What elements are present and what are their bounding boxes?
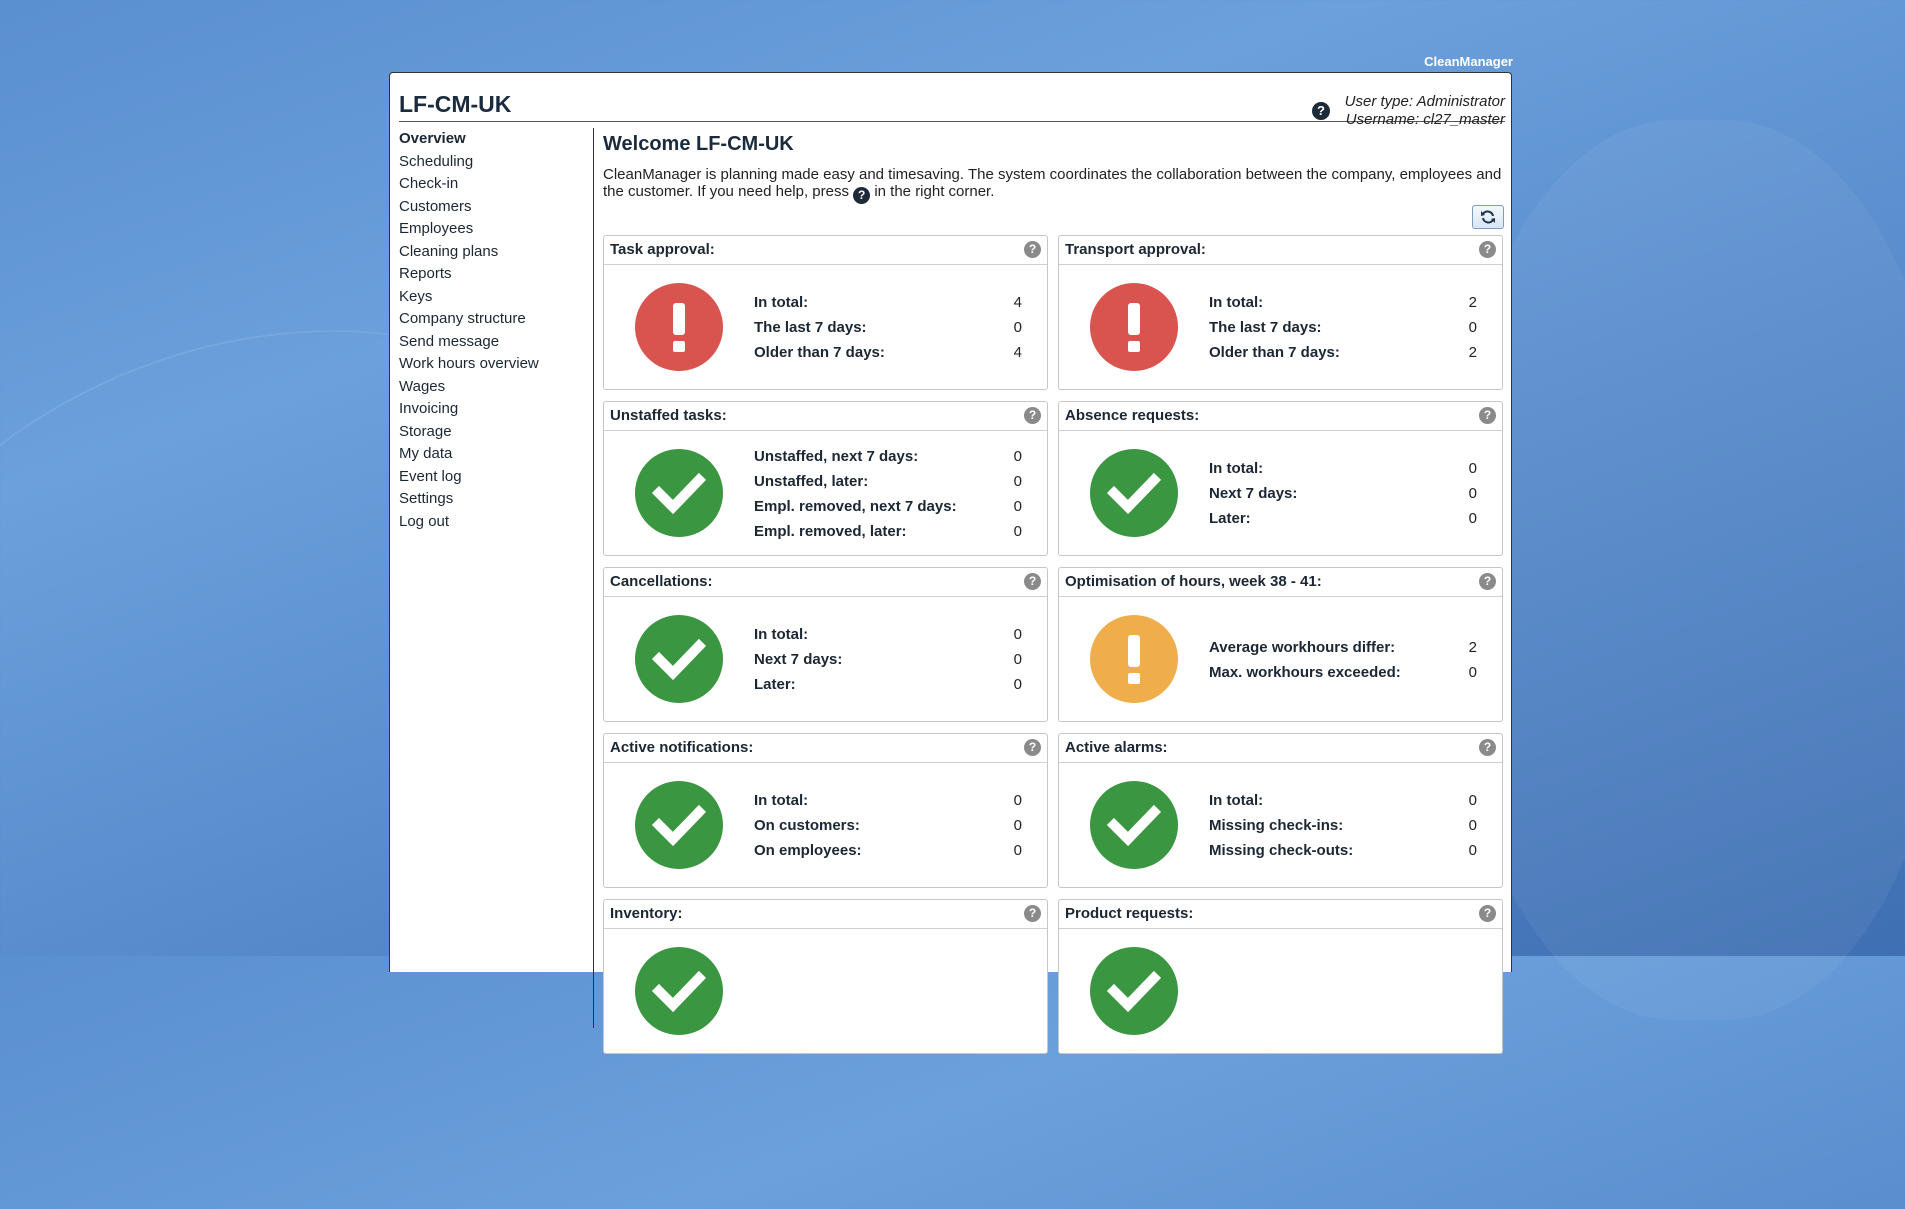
panel-transport-approval bbox=[1058, 235, 1503, 390]
stat-value: 4 bbox=[1013, 294, 1022, 311]
panel-title bbox=[1059, 900, 1502, 929]
panel-stats bbox=[754, 444, 1022, 544]
panel-inventory bbox=[603, 899, 1048, 1054]
help-icon[interactable]: ? bbox=[1479, 739, 1496, 756]
stat-value: 0 bbox=[1468, 510, 1477, 527]
stat-value: 0 bbox=[1013, 447, 1022, 465]
stat-label: On customers: bbox=[754, 817, 860, 834]
stat-label: Next 7 days: bbox=[754, 651, 843, 668]
sidebar-item-keys[interactable]: Keys bbox=[399, 287, 433, 305]
stat-value: 0 bbox=[1468, 842, 1477, 859]
stat-label: In total: bbox=[754, 792, 809, 809]
status-ok-icon bbox=[635, 615, 723, 703]
divider bbox=[593, 128, 594, 1028]
help-icon: ? bbox=[853, 187, 870, 204]
sidebar-item-log-out[interactable]: Log out bbox=[399, 512, 450, 530]
sidebar-item-wages[interactable]: Wages bbox=[399, 377, 446, 395]
panel-optimisation-of-hours-week-38-41 bbox=[1058, 567, 1503, 722]
stat-row bbox=[1209, 340, 1477, 365]
stat-label: Unstaffed, next 7 days: bbox=[754, 447, 919, 465]
panel-title bbox=[604, 900, 1047, 929]
status-ok-icon bbox=[1090, 449, 1178, 537]
username: Username: cl27_master bbox=[1345, 111, 1505, 128]
panel-title-text: Task approval: bbox=[610, 241, 715, 258]
sidebar-nav bbox=[399, 128, 591, 533]
stat-row bbox=[754, 444, 1022, 469]
panel-title-text: Active notifications: bbox=[610, 739, 754, 756]
brand-label: CleanManager bbox=[1424, 54, 1513, 69]
stat-label: In total: bbox=[754, 294, 809, 311]
stat-row bbox=[1209, 788, 1477, 813]
sidebar-item-employees[interactable]: Employees bbox=[399, 220, 474, 237]
sidebar-item-invoicing[interactable]: Invoicing bbox=[399, 400, 459, 417]
panel-title-text: Cancellations: bbox=[610, 573, 713, 590]
help-icon[interactable]: ? bbox=[1024, 573, 1041, 590]
stat-label: Missing check-outs: bbox=[1209, 842, 1354, 859]
stat-row bbox=[1209, 315, 1477, 340]
stat-row bbox=[754, 647, 1022, 672]
stat-value: 0 bbox=[1013, 842, 1022, 859]
user-info bbox=[1345, 93, 1505, 129]
stat-row bbox=[1209, 481, 1477, 506]
stat-label: Empl. removed, later: bbox=[754, 522, 907, 540]
help-icon[interactable]: ? bbox=[1479, 241, 1496, 258]
panel-active-alarms bbox=[1058, 733, 1503, 888]
sidebar-item-work-hours-overview[interactable]: Work hours overview bbox=[399, 355, 539, 372]
panel-title bbox=[604, 402, 1047, 431]
stat-row bbox=[1209, 290, 1477, 315]
panel-unstaffed-tasks bbox=[603, 401, 1048, 556]
welcome-text bbox=[603, 166, 1503, 204]
help-icon[interactable]: ? bbox=[1024, 739, 1041, 756]
welcome-text-before: CleanManager is planning made easy and timesaving. The system coordinates the collaboration between the company, employees and the customer. If you need help, press bbox=[603, 166, 1502, 200]
stat-label: In total: bbox=[1209, 294, 1264, 311]
panel-title-text: Transport approval: bbox=[1065, 241, 1206, 258]
stat-row bbox=[754, 290, 1022, 315]
stat-label: Empl. removed, next 7 days: bbox=[754, 497, 957, 515]
sidebar-item-customers[interactable]: Customers bbox=[399, 197, 472, 215]
panel-stats bbox=[1209, 456, 1477, 531]
help-icon[interactable]: ? bbox=[1024, 905, 1041, 922]
stat-label: In total: bbox=[1209, 460, 1264, 477]
stat-value: 0 bbox=[1013, 817, 1022, 834]
panel-title-text: Absence requests: bbox=[1065, 407, 1200, 424]
welcome-text-after: in the right corner. bbox=[874, 183, 995, 200]
stat-value: 0 bbox=[1468, 817, 1477, 834]
stat-label: Later: bbox=[1209, 510, 1251, 527]
panel-title bbox=[604, 236, 1047, 265]
header bbox=[399, 83, 1505, 128]
help-icon[interactable]: ? bbox=[1024, 407, 1041, 424]
stat-value: 2 bbox=[1468, 344, 1477, 361]
panel-active-notifications bbox=[603, 733, 1048, 888]
status-ok-icon bbox=[1090, 781, 1178, 869]
sidebar-item-storage[interactable]: Storage bbox=[399, 422, 452, 440]
panel-title-text: Optimisation of hours, week 38 - 41: bbox=[1065, 573, 1322, 590]
sidebar-item-reports[interactable]: Reports bbox=[399, 265, 452, 282]
stat-value: 2 bbox=[1468, 294, 1477, 311]
user-type: User type: Administrator bbox=[1344, 93, 1505, 110]
status-warning-icon bbox=[1090, 283, 1178, 371]
stat-row bbox=[1209, 456, 1477, 481]
status-warning-icon bbox=[635, 283, 723, 371]
stat-row bbox=[1209, 506, 1477, 531]
stat-label: Missing check-ins: bbox=[1209, 817, 1344, 834]
help-icon[interactable]: ? bbox=[1024, 241, 1041, 258]
sidebar-item-company-structure[interactable]: Company structure bbox=[399, 310, 526, 327]
panel-title-text: Product requests: bbox=[1065, 905, 1194, 922]
status-ok-icon bbox=[1090, 947, 1178, 1035]
panel-stats bbox=[754, 290, 1022, 365]
panel-title bbox=[1059, 734, 1502, 763]
panel-stats bbox=[754, 788, 1022, 863]
stat-row bbox=[754, 494, 1022, 519]
stat-value: 0 bbox=[1468, 485, 1477, 502]
stat-value: 0 bbox=[1468, 319, 1477, 336]
panel-product-requests bbox=[1058, 899, 1503, 1054]
stat-row bbox=[754, 838, 1022, 863]
stat-row bbox=[754, 340, 1022, 365]
stat-value: 0 bbox=[1013, 497, 1022, 515]
stat-value: 0 bbox=[1013, 676, 1022, 693]
stat-value: 0 bbox=[1013, 472, 1022, 490]
stat-value: 0 bbox=[1468, 663, 1477, 681]
panel-title bbox=[1059, 568, 1502, 597]
sidebar-item-check-in[interactable]: Check-in bbox=[399, 175, 459, 192]
stat-row bbox=[1209, 635, 1477, 660]
stat-label: In total: bbox=[754, 626, 809, 643]
panel-title-text: Active alarms: bbox=[1065, 739, 1168, 756]
panel-stats bbox=[1209, 635, 1477, 685]
stat-value: 0 bbox=[1468, 792, 1477, 809]
stat-label: Average workhours differ: bbox=[1209, 638, 1396, 656]
panel-cancellations bbox=[603, 567, 1048, 722]
stat-label: The last 7 days: bbox=[1209, 319, 1322, 336]
stat-value: 0 bbox=[1013, 319, 1022, 336]
stat-label: Unstaffed, later: bbox=[754, 472, 869, 490]
app-window bbox=[389, 72, 1512, 972]
refresh-icon bbox=[1480, 210, 1496, 224]
panel-title bbox=[1059, 402, 1502, 431]
stat-row bbox=[1209, 660, 1477, 685]
panel-stats bbox=[754, 622, 1022, 697]
stat-value: 4 bbox=[1013, 344, 1022, 361]
help-icon[interactable]: ? bbox=[1479, 905, 1496, 922]
stat-row bbox=[754, 315, 1022, 340]
sidebar-item-overview[interactable]: Overview bbox=[399, 130, 466, 147]
status-warning-icon bbox=[1090, 615, 1178, 703]
sidebar-item-scheduling[interactable]: Scheduling bbox=[399, 152, 474, 170]
sidebar-item-cleaning-plans[interactable]: Cleaning plans bbox=[399, 242, 499, 260]
stat-label: Max. workhours exceeded: bbox=[1209, 663, 1401, 681]
stat-label: Older than 7 days: bbox=[1209, 344, 1340, 361]
stat-row bbox=[754, 672, 1022, 697]
stat-row bbox=[1209, 813, 1477, 838]
panel-title bbox=[604, 568, 1047, 597]
stat-label: On employees: bbox=[754, 842, 862, 859]
panel-absence-requests bbox=[1058, 401, 1503, 556]
stat-value: 0 bbox=[1013, 651, 1022, 668]
stat-row bbox=[1209, 838, 1477, 863]
stat-row bbox=[754, 813, 1022, 838]
stat-row bbox=[754, 622, 1022, 647]
stat-row bbox=[754, 469, 1022, 494]
welcome-title: Welcome LF-CM-UK bbox=[603, 133, 794, 155]
status-ok-icon bbox=[635, 449, 723, 537]
stat-row bbox=[754, 788, 1022, 813]
stat-value: 0 bbox=[1013, 522, 1022, 540]
page-title: LF-CM-UK bbox=[399, 91, 512, 117]
panel-stats bbox=[1209, 788, 1477, 863]
status-ok-icon bbox=[635, 781, 723, 869]
stat-value: 2 bbox=[1468, 638, 1477, 656]
stat-label: Later: bbox=[754, 676, 796, 693]
help-icon[interactable]: ? bbox=[1312, 102, 1330, 120]
panel-task-approval bbox=[603, 235, 1048, 390]
panel-title bbox=[604, 734, 1047, 763]
sidebar-item-send-message[interactable]: Send message bbox=[399, 332, 500, 350]
stat-label: Older than 7 days: bbox=[754, 344, 885, 361]
stat-row bbox=[754, 519, 1022, 544]
stat-label: In total: bbox=[1209, 792, 1264, 809]
panel-title bbox=[1059, 236, 1502, 265]
stat-value: 0 bbox=[1013, 792, 1022, 809]
refresh-button[interactable] bbox=[1472, 205, 1504, 229]
sidebar-item-event-log[interactable]: Event log bbox=[399, 467, 462, 485]
sidebar-item-settings[interactable]: Settings bbox=[399, 490, 454, 507]
stat-value: 0 bbox=[1013, 626, 1022, 643]
help-icon[interactable]: ? bbox=[1479, 407, 1496, 424]
panel-stats bbox=[1209, 290, 1477, 365]
main-content bbox=[603, 128, 1503, 922]
panel-title-text: Unstaffed tasks: bbox=[610, 407, 727, 424]
panel-title-text: Inventory: bbox=[610, 905, 683, 922]
stat-label: Next 7 days: bbox=[1209, 485, 1298, 502]
background-decoration bbox=[1450, 120, 1905, 1020]
stat-label: The last 7 days: bbox=[754, 319, 867, 336]
status-ok-icon bbox=[635, 947, 723, 1035]
help-icon[interactable]: ? bbox=[1479, 573, 1496, 590]
stat-value: 0 bbox=[1468, 460, 1477, 477]
sidebar-item-my-data[interactable]: My data bbox=[399, 445, 453, 462]
